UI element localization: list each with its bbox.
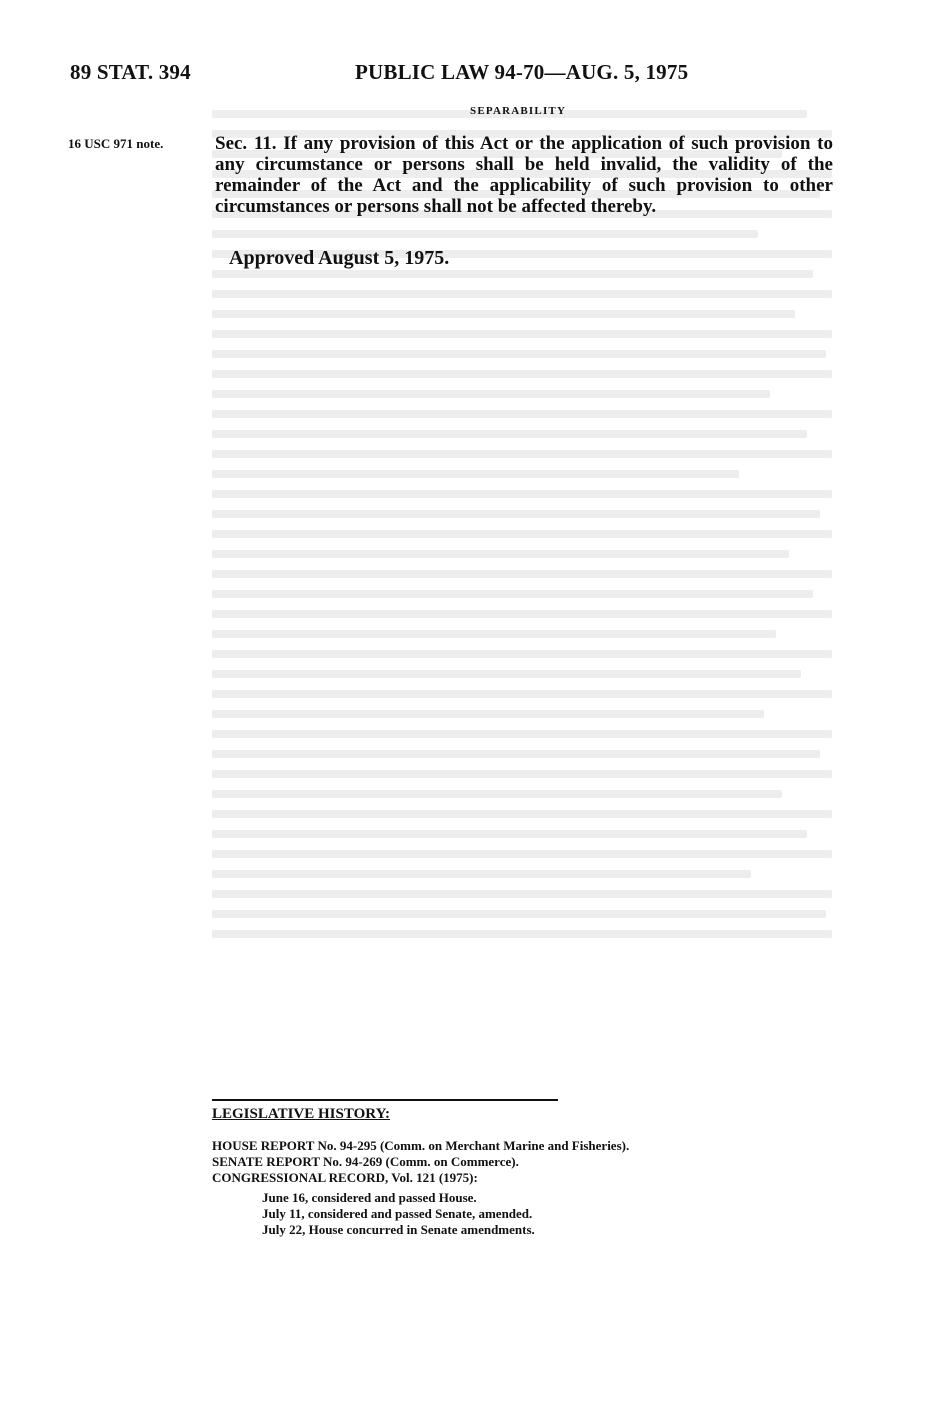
divider-rule — [212, 1099, 558, 1101]
congressional-record-list — [262, 1190, 535, 1238]
page-title: PUBLIC LAW 94-70—AUG. 5, 1975 — [355, 60, 689, 84]
page-stat-number: 89 STAT. 394 — [70, 60, 191, 84]
list-item: SENATE REPORT No. 94-269 (Comm. on Commerce). — [212, 1154, 519, 1169]
list-item: June 16, considered and passed House. — [262, 1190, 477, 1205]
list-item: July 22, House concurred in Senate amendments. — [262, 1222, 535, 1237]
section-heading: SEPARABILITY — [470, 105, 567, 117]
legislative-history-list — [212, 1138, 629, 1186]
list-item: HOUSE REPORT No. 94-295 (Comm. on Merchant Marine and Fisheries). — [212, 1138, 630, 1153]
margin-citation: 16 USC 971 note. — [68, 136, 164, 151]
approval-date: Approved August 5, 1975. — [229, 247, 450, 269]
list-item: CONGRESSIONAL RECORD, Vol. 121 (1975): — [212, 1170, 478, 1185]
legislative-history-title: LEGISLATIVE HISTORY: — [212, 1106, 391, 1122]
section-body: Sec. 11. If any provision of this Act or the application of such provision to any circumstance or persons shall be held invalid, the validity of the remainder of the Act and the applicability of such provision to other circumstances or persons shall not be affected thereby. — [215, 133, 833, 217]
list-item: July 11, considered and passed Senate, amended. — [262, 1206, 533, 1221]
bleed-through-texture — [212, 110, 832, 970]
